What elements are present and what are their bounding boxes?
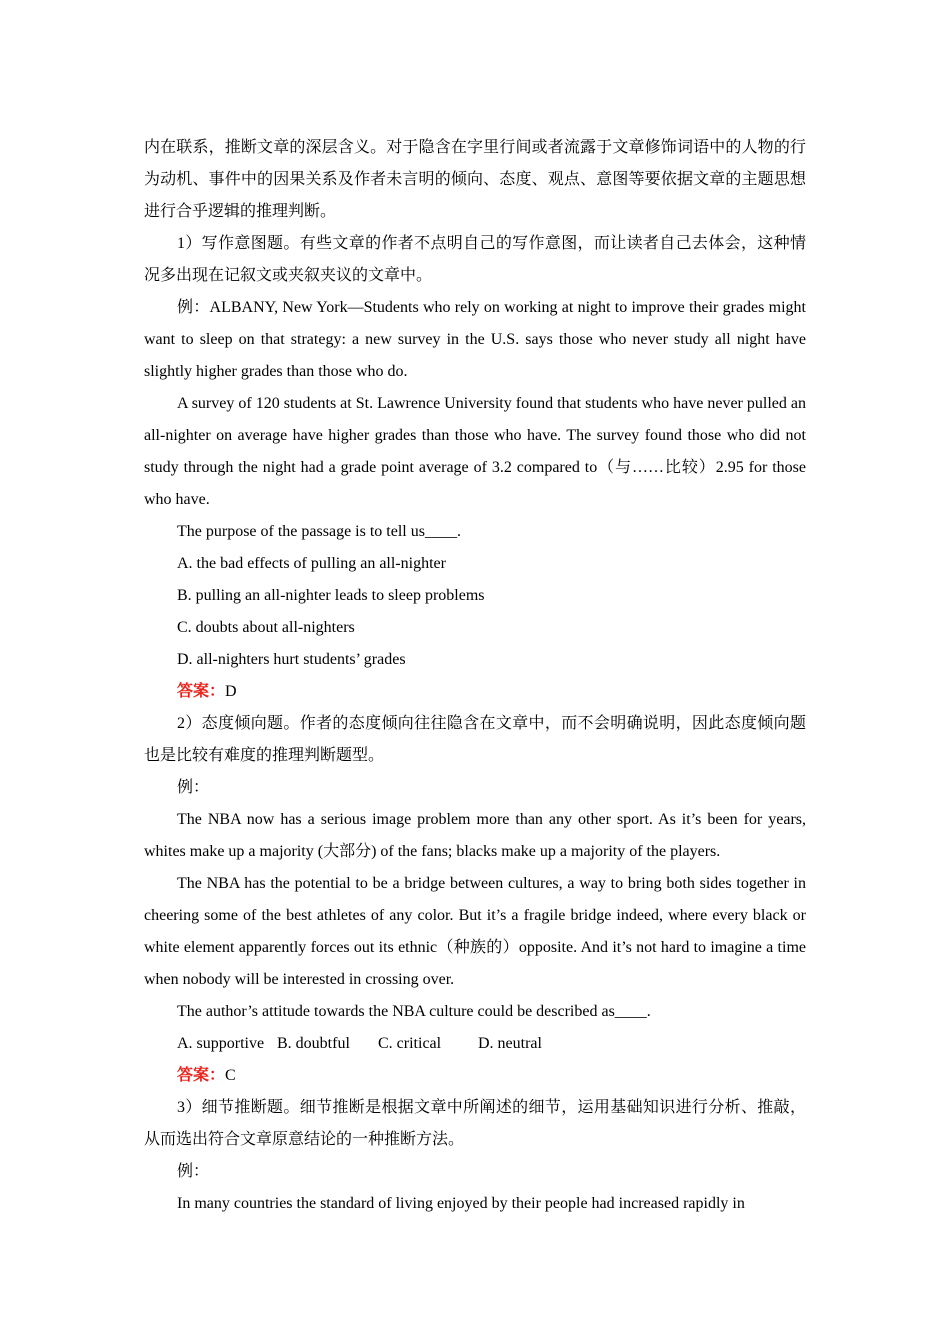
section-1-option-a: A. the bad effects of pulling an all-nighter bbox=[177, 555, 446, 572]
section-3-example-label: 例： bbox=[177, 1163, 210, 1180]
intro-paragraph: 内在联系，推断文章的深层含义。对于隐含在字里行间或者流露于文章修饰词语中的人物的行为动机、事件中的因果关系及作者未言明的倾向、态度、观点、意图等要依据文章的主题思想进行合乎逻辑的推理判断。 bbox=[144, 139, 806, 220]
section-2-example-label: 例： bbox=[177, 779, 210, 796]
section-1-question: The purpose of the passage is to tell us____. bbox=[177, 523, 461, 540]
section-1-heading: 1）写作意图题。有些文章的作者不点明自己的写作意图，而让读者自己去体会，这种情况多出现在记叙文或夹叙夹议的文章中。 bbox=[144, 235, 806, 284]
section-2-option-b: B. doubtful bbox=[277, 1035, 350, 1052]
section-1-option-c: C. doubts about all-nighters bbox=[177, 619, 355, 636]
document-body bbox=[144, 132, 806, 1220]
section-1-passage: A survey of 120 students at St. Lawrence University found that students who have never pulled an all-nighter on average have higher grades than those who have. The survey found those who did not study through the night had a grade point average of 3.2 compared to（与……比较）2.95 for those who have. bbox=[144, 395, 806, 508]
answer-label: 答案： bbox=[177, 1067, 226, 1084]
section-2-option-a: A. supportive bbox=[177, 1035, 265, 1052]
section-2-option-c: C. critical bbox=[378, 1035, 442, 1052]
section-1-example: 例：ALBANY, New York—Students who rely on working at night to improve their grades might want to sleep on that strategy: a new survey in the U.S. says those who never study all night have slightly higher grades than those who do. bbox=[144, 299, 806, 380]
section-2-question: The author’s attitude towards the NBA culture could be described as____. bbox=[177, 1003, 651, 1020]
section-1-answer bbox=[144, 676, 806, 708]
section-2-answer bbox=[144, 1060, 806, 1092]
section-1-option-d: D. all-nighters hurt students’ grades bbox=[177, 651, 406, 668]
section-3-heading: 3）细节推断题。细节推断是根据文章中所阐述的细节，运用基础知识进行分析、推敲，从而选出符合文章原意结论的一种推断方法。 bbox=[144, 1099, 806, 1148]
section-3-passage-1: In many countries the standard of living enjoyed by their people had increased rapidly in bbox=[177, 1195, 745, 1212]
answer-value: D bbox=[225, 683, 237, 700]
answer-label: 答案： bbox=[177, 683, 226, 700]
section-2-options bbox=[144, 1028, 806, 1060]
section-2-heading: 2）态度倾向题。作者的态度倾向往往隐含在文章中，而不会明确说明，因此态度倾向题也是比较有难度的推理判断题型。 bbox=[144, 715, 806, 764]
answer-value: C bbox=[225, 1067, 236, 1084]
section-2-option-d: D. neutral bbox=[478, 1035, 542, 1052]
section-1-option-b: B. pulling an all-nighter leads to sleep problems bbox=[177, 587, 485, 604]
section-2-passage-2: The NBA has the potential to be a bridge between cultures, a way to bring both sides together in cheering some of the best athletes of any color. But it’s a fragile bridge indeed, where every black or white element apparently forces out its ethnic（种族的）opposite. And it’s not hard to imagine a time when nobody will be interested in crossing over. bbox=[144, 875, 806, 988]
section-2-passage-1: The NBA now has a serious image problem more than any other sport. As it’s been for years, whites make up a majority (大部分) of the fans; blacks make up a majority of the players. bbox=[144, 811, 806, 860]
